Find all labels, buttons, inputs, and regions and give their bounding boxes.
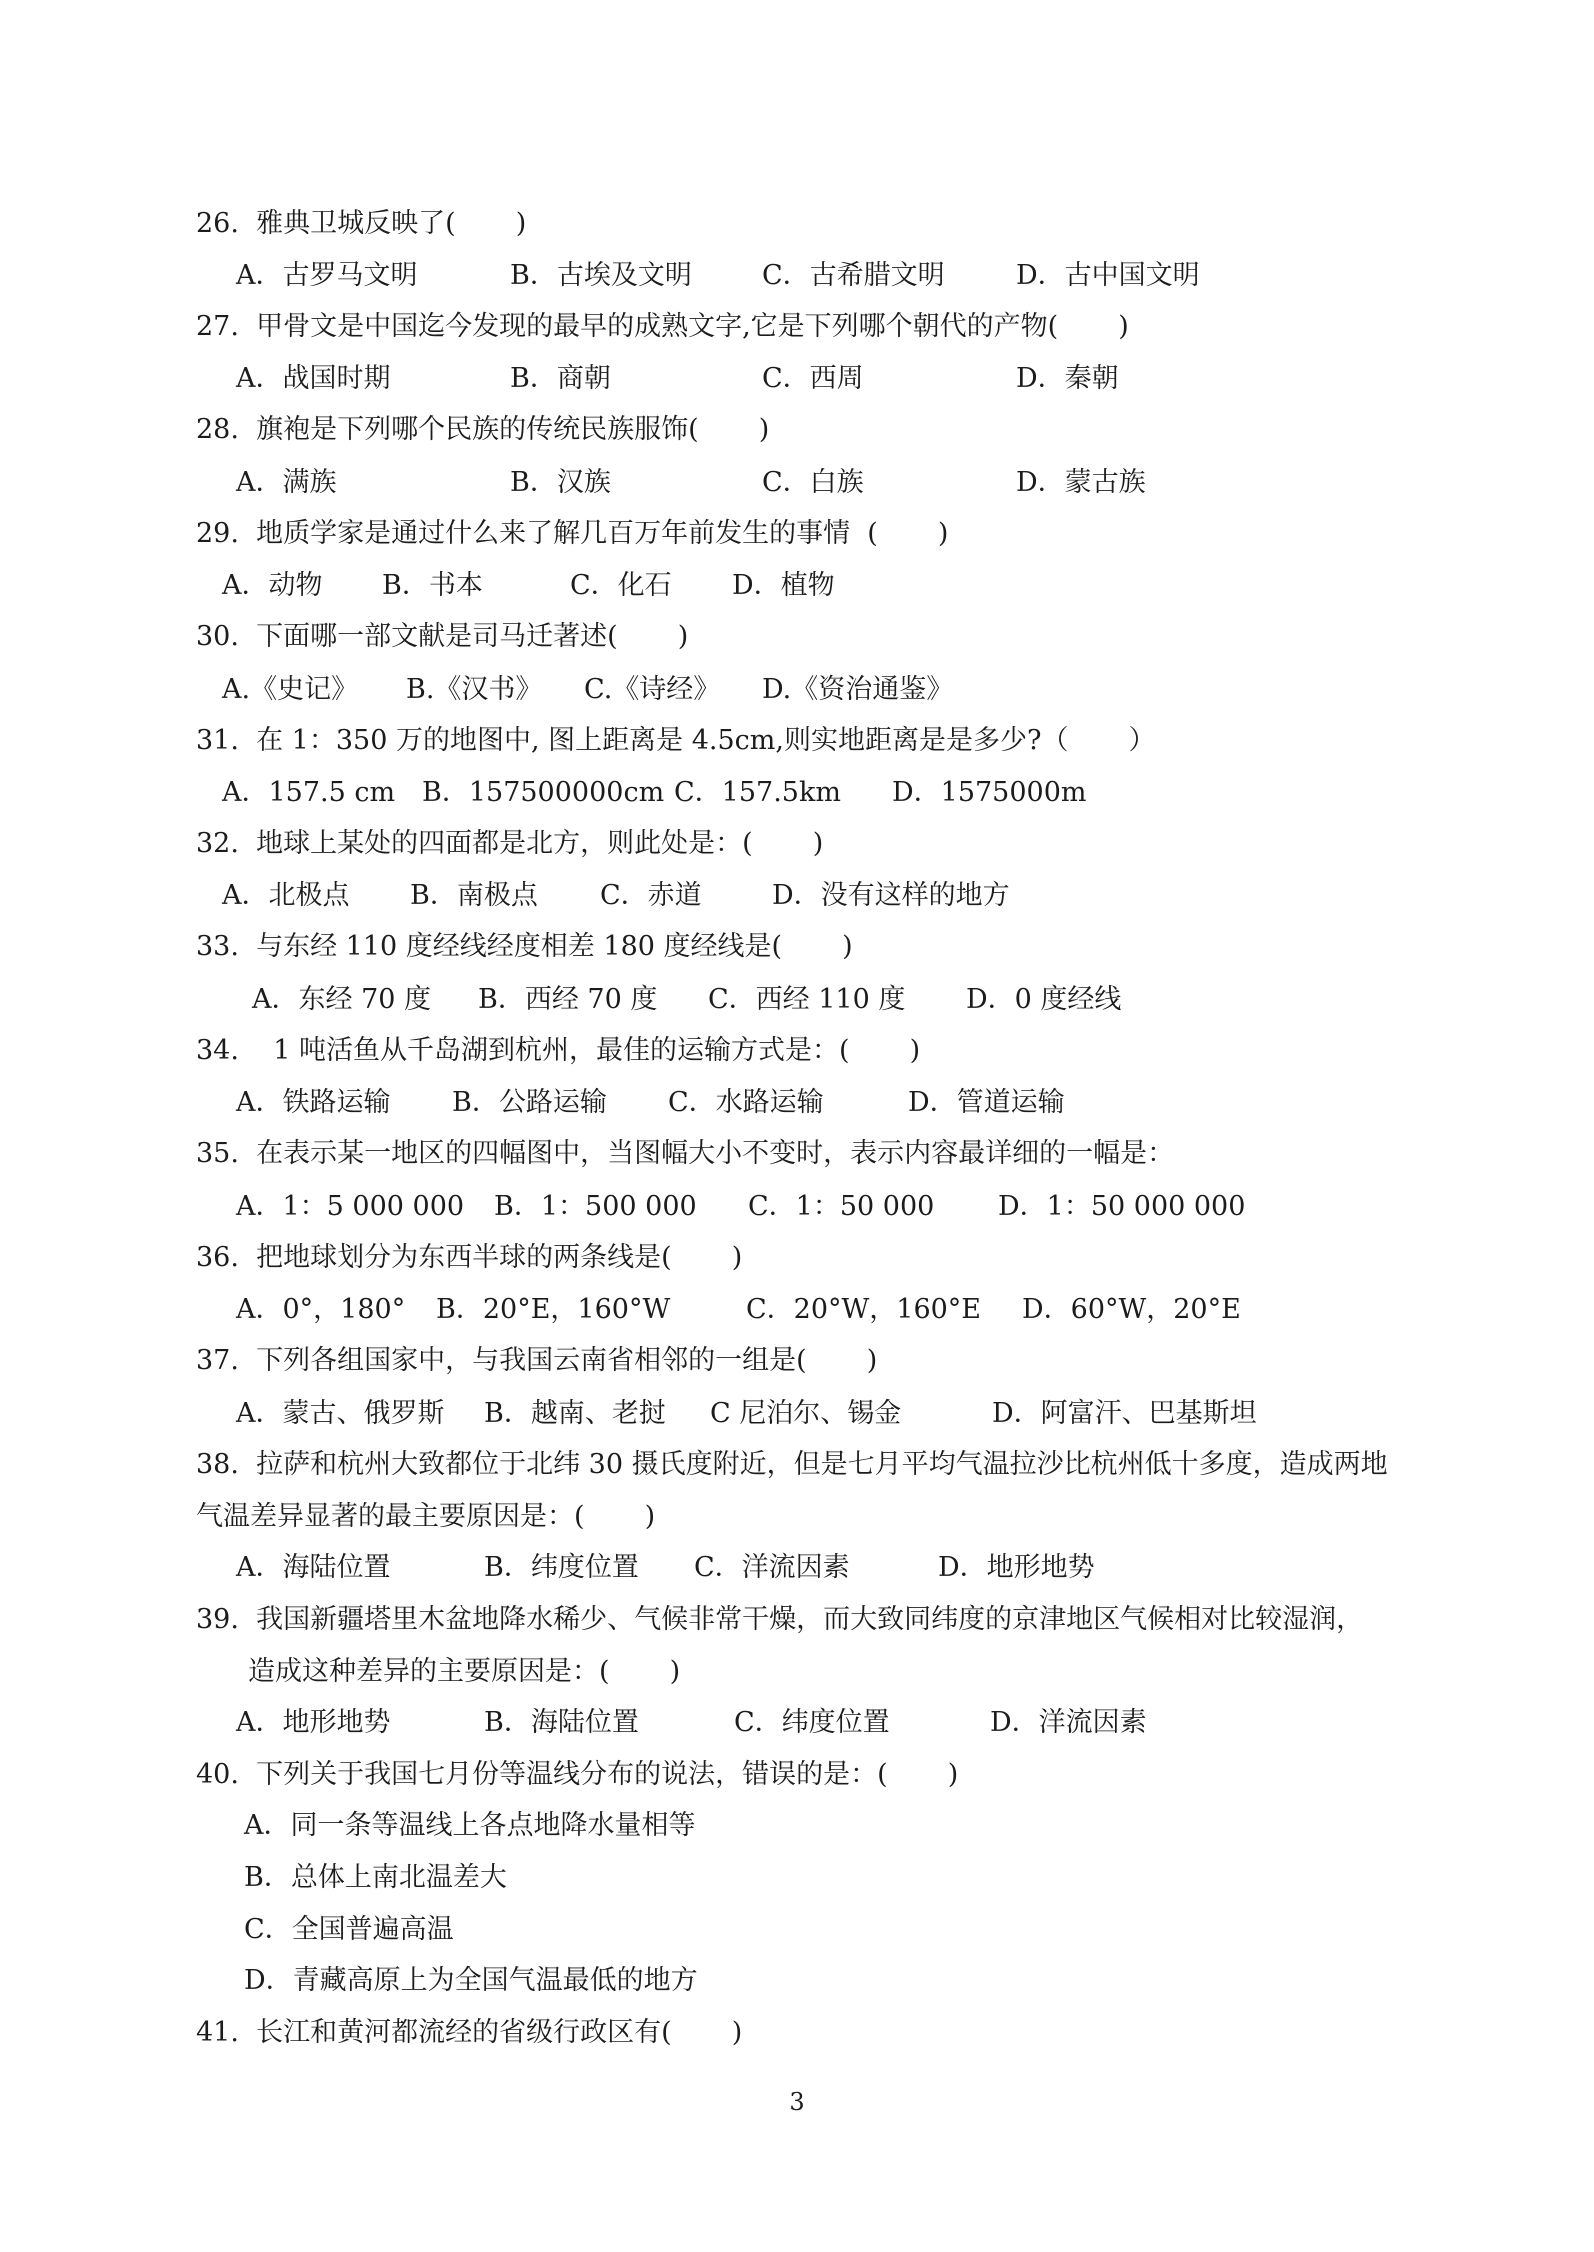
- option-d: D．没有这样的地方: [772, 880, 1010, 911]
- option-c: C．水路运输: [668, 1087, 824, 1118]
- options-36: [236, 1290, 1241, 1330]
- option-a: A．地形地势: [236, 1707, 391, 1738]
- question-39-continuation: 造成这种差异的主要原因是：( ): [248, 1656, 681, 1687]
- options-27: [236, 359, 1119, 399]
- option-a: A．东经 70 度: [252, 984, 432, 1015]
- option-b: B．纬度位置: [484, 1552, 639, 1583]
- options-28: [236, 463, 1146, 503]
- option-a: A．古罗马文明: [236, 260, 418, 291]
- option-d: D．60°W，20°E: [1022, 1294, 1241, 1325]
- option-a: A．157.5 cm: [222, 777, 396, 808]
- question-39: 39. 我国新疆塔里木盆地降水稀少、气候非常干燥，而大致同纬度的京津地区气候相对比较湿润，: [196, 1604, 1364, 1635]
- option-b: B．西经 70 度: [478, 984, 658, 1015]
- options-33: [252, 980, 1122, 1020]
- question-36: 36. 把地球划分为东西半球的两条线是( ): [196, 1242, 743, 1273]
- option-a: A．蒙古、俄罗斯: [236, 1398, 445, 1429]
- question-29: 29. 地质学家是通过什么来了解几百万年前发生的事情 ( ): [196, 518, 949, 549]
- question-34: 34. 1 吨活鱼从千岛湖到杭州，最佳的运输方式是：( ): [196, 1035, 921, 1066]
- option-b: B．157500000cm: [422, 777, 665, 808]
- option-c: C．洋流因素: [694, 1552, 850, 1583]
- option-d: D．青藏高原上为全国气温最低的地方: [244, 1965, 698, 1996]
- option-a: A.《史记》: [222, 674, 359, 705]
- option-d: D．植物: [732, 570, 835, 601]
- option-d: D．地形地势: [938, 1552, 1095, 1583]
- page-number: 3: [789, 2088, 805, 2116]
- option-a: A．动物: [222, 570, 323, 601]
- option-b: B．海陆位置: [484, 1707, 639, 1738]
- question-41: 41. 长江和黄河都流经的省级行政区有( ): [196, 2017, 743, 2048]
- question-40: 40. 下列关于我国七月份等温线分布的说法，错误的是：( ): [196, 1759, 959, 1790]
- option-c: C.《诗经》: [584, 674, 721, 705]
- option-c: C．157.5km: [674, 777, 841, 808]
- option-d: D．阿富汗、巴基斯坦: [992, 1398, 1257, 1429]
- option-a: A．战国时期: [236, 363, 391, 394]
- option-b: B．1：500 000: [494, 1191, 697, 1222]
- option-b: B．总体上南北温差大: [244, 1862, 507, 1893]
- question-30: 30. 下面哪一部文献是司马迁著述( ): [196, 621, 689, 652]
- option-b: B．20°E，160°W: [436, 1294, 671, 1325]
- option-b: B.《汉书》: [406, 674, 543, 705]
- options-26: [236, 256, 1200, 296]
- options-34: [236, 1083, 1065, 1123]
- options-31: [222, 773, 1087, 813]
- option-c: C．全国普遍高温: [244, 1914, 454, 1945]
- option-c: C．1：50 000: [748, 1191, 935, 1222]
- option-a: A．同一条等温线上各点地降水量相等: [244, 1810, 696, 1841]
- question-27: 27. 甲骨文是中国迄今发现的最早的成熟文字,它是下列哪个朝代的产物( ): [196, 311, 1129, 342]
- options-30: [222, 670, 954, 710]
- option-c: C．20°W，160°E: [746, 1294, 982, 1325]
- question-32: 32. 地球上某处的四面都是北方，则此处是：( ): [196, 828, 824, 859]
- option-b: B．书本: [382, 570, 483, 601]
- question-35: 35. 在表示某一地区的四幅图中，当图幅大小不变时，表示内容最详细的一幅是：: [196, 1138, 1175, 1169]
- options-29: [222, 566, 835, 606]
- option-c: C．赤道: [600, 880, 702, 911]
- question-33: 33. 与东经 110 度经线经度相差 180 度经线是( ): [196, 931, 853, 962]
- option-b: B．南极点: [410, 880, 538, 911]
- option-a: A．0°，180°: [236, 1294, 406, 1325]
- option-c: C．化石: [570, 570, 672, 601]
- option-d: D．0 度经线: [966, 984, 1122, 1015]
- options-37: [236, 1394, 1257, 1434]
- option-b: B．汉族: [510, 467, 611, 498]
- option-b: B．越南、老挝: [484, 1398, 666, 1429]
- option-c: C．白族: [762, 467, 864, 498]
- option-c: C．古希腊文明: [762, 260, 945, 291]
- question-28: 28. 旗袍是下列哪个民族的传统民族服饰( ): [196, 414, 770, 445]
- option-d: D．秦朝: [1016, 363, 1119, 394]
- options-32: [222, 876, 1010, 916]
- option-a: A．铁路运输: [236, 1087, 391, 1118]
- option-d: D.《资治通鉴》: [762, 674, 954, 705]
- option-b: B．公路运输: [452, 1087, 607, 1118]
- option-d: D．1：50 000 000: [998, 1191, 1246, 1222]
- option-a: A．海陆位置: [236, 1552, 391, 1583]
- question-26: 26. 雅典卫城反映了( ): [196, 208, 527, 239]
- question-31: 31. 在 1：350 万的地图中, 图上距离是 4.5cm,则实地距离是是多少?（ ）: [196, 725, 1156, 756]
- option-c: C．西周: [762, 363, 864, 394]
- option-a: A．满族: [236, 467, 337, 498]
- option-c: C．纬度位置: [734, 1707, 890, 1738]
- option-a: A．1：5 000 000: [236, 1191, 465, 1222]
- option-b: B．古埃及文明: [510, 260, 692, 291]
- option-d: D．古中国文明: [1016, 260, 1200, 291]
- question-38: 38. 拉萨和杭州大致都位于北纬 30 摄氏度附近，但是七月平均气温拉沙比杭州低十多度，造成两地: [196, 1449, 1388, 1480]
- option-c: C 尼泊尔、锡金: [710, 1398, 902, 1429]
- options-38: [236, 1548, 1095, 1588]
- option-d: D．1575000m: [892, 777, 1087, 808]
- option-b: B．商朝: [510, 363, 611, 394]
- option-a: A．北极点: [222, 880, 350, 911]
- question-38-continuation: 气温差异显著的最主要原因是：( ): [196, 1501, 656, 1532]
- option-d: D．洋流因素: [990, 1707, 1147, 1738]
- options-39: [236, 1703, 1147, 1743]
- options-35: [236, 1187, 1246, 1227]
- option-d: D．管道运输: [908, 1087, 1065, 1118]
- option-d: D．蒙古族: [1016, 467, 1146, 498]
- option-c: C．西经 110 度: [708, 984, 906, 1015]
- question-37: 37. 下列各组国家中，与我国云南省相邻的一组是( ): [196, 1345, 878, 1376]
